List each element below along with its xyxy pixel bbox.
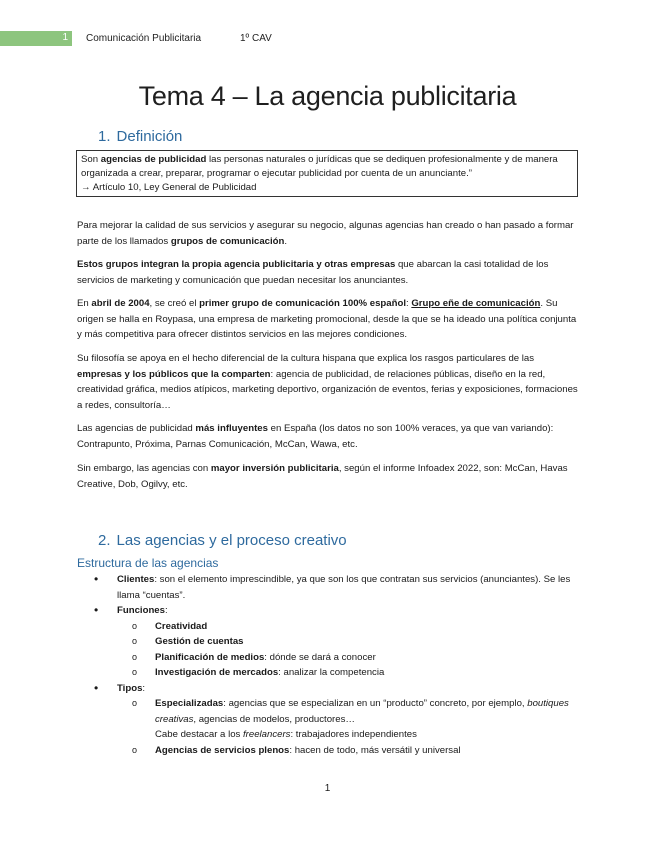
- funciones-label: Funciones: [117, 605, 165, 616]
- bold-text: abril de 2004: [91, 298, 150, 309]
- grupo-ene-underlined: Grupo eñe de comunicación: [411, 298, 541, 309]
- bold-text: primer grupo de comunicación 100% español: [199, 298, 406, 309]
- list-item: [117, 650, 577, 666]
- section-2-heading: [98, 532, 347, 549]
- header-subject: Comunicación Publicitaria: [86, 33, 202, 44]
- text: :: [142, 682, 146, 694]
- paragraph-inversion: [77, 461, 579, 492]
- clientes-label: Clientes: [117, 574, 155, 585]
- especializadas-label: Especializadas: [155, 698, 224, 709]
- bold-text: empresas y los públicos que la comparten: [77, 368, 271, 380]
- text: Para mejorar la calidad de sus servicios y asegurar su negocio, algunas agencias han creado o han pasado a formar parte de los llamados: [77, 220, 574, 247]
- list-item-clientes: [77, 572, 577, 603]
- clientes-text: : son el elemento imprescindible, ya que son los que contratan sus servicios (anunciantes). Se les llama “cuentas”.: [117, 574, 571, 601]
- funciones-sublist: [117, 619, 577, 681]
- text: en España (los datos no son 100% veraces, ya que van variando): Contrapunto, Próxima, Parnas Comunicación, McCan, Wawa, etc.: [77, 423, 554, 450]
- italic-text: creativas: [155, 713, 194, 725]
- text: , según el informe Infoadex 2022, son: McCan, Havas Creative, Dob, Ogilvy, etc.: [77, 463, 568, 490]
- page-number-badge: [0, 31, 72, 46]
- bold-text: más influyentes: [195, 423, 268, 434]
- list-item: [117, 665, 577, 681]
- text: :: [164, 605, 168, 616]
- funcion-text: : dónde se dará a conocer: [264, 651, 376, 663]
- text: Las agencias de publicidad: [77, 423, 196, 434]
- paragraph-influyentes: [77, 421, 579, 452]
- bold-text: grupos de comunicación: [170, 235, 285, 247]
- paragraph-groups-intro: [77, 218, 579, 249]
- section-2-number: 2.: [98, 532, 111, 549]
- text: que abarcan la casi totalidad de los servicios de marketing y comunicación que puedan necesitar los anunciantes.: [77, 259, 549, 286]
- list-item-funciones: [77, 603, 577, 681]
- subheading-estructura: Estructura de las agencias: [77, 556, 219, 570]
- text: Cabe destacar a los: [155, 729, 243, 740]
- text: Su filosofía se apoya en el hecho diferencial de la cultura hispana que explica los rasgos particulares de las: [77, 353, 535, 364]
- section-1-title: Definición: [116, 128, 183, 145]
- header-page-number: 1: [62, 32, 68, 43]
- list-item-tipos: [77, 681, 577, 759]
- text: : agencia de publicidad, de relaciones públicas, diseño en la red, creatividad gráfica, medios atípicos, marketing deportivo, organización de eventos, ferias y exposiciones, formaciones a redes, consultoría…: [77, 368, 578, 411]
- tipos-sublist: [117, 696, 577, 758]
- list-item-especializadas: [117, 696, 577, 743]
- list-item: [117, 619, 577, 635]
- header-course: 1º CAV: [240, 33, 272, 44]
- section-1-heading: [98, 128, 182, 145]
- bold-text: Estos grupos integran la propia agencia publicitaria y otras empresas: [77, 259, 396, 270]
- text: En: [77, 298, 92, 309]
- bold-text: mayor inversión publicitaria: [210, 463, 339, 474]
- definition-term: agencias de publicidad: [100, 154, 207, 165]
- list-item-plenos: [117, 743, 577, 759]
- text: , agencias de modelos, productores…: [193, 713, 355, 725]
- definition-box: [76, 150, 578, 197]
- paragraph-filosofia: [77, 351, 579, 413]
- text: : agencias que se especializan en un “producto” concreto, por ejemplo,: [223, 698, 528, 709]
- text: Sin embargo, las agencias con: [77, 463, 211, 474]
- page-header: [0, 31, 655, 47]
- funcion-label: Creatividad: [155, 620, 208, 632]
- text: .: [284, 235, 288, 247]
- funcion-label: Investigación de mercados: [155, 667, 279, 678]
- text: , se creó el: [149, 298, 200, 309]
- section-1-number: 1.: [98, 128, 111, 145]
- list-item: [117, 634, 577, 650]
- text: . Su origen se halla en Roypasa, una empresa de marketing promocional, desde la que se ha ideado una política conjunta y más competitiva para ofrecer distintos servicios en las mejores condiciones.: [77, 298, 577, 340]
- funcion-label: Planificación de medios: [155, 651, 265, 663]
- funcion-label: Gestión de cuentas: [155, 636, 244, 647]
- text: :: [406, 298, 412, 309]
- plenos-text: : hacen de todo, más versátil y universal: [289, 744, 461, 756]
- tipos-label: Tipos: [117, 682, 143, 694]
- section-2-title: Las agencias y el proceso creativo: [116, 532, 347, 549]
- document-title: Tema 4 – La agencia publicitaria: [138, 81, 517, 111]
- paragraph-grupo-ene: [77, 296, 579, 343]
- paragraph-groups-integrate: [77, 257, 579, 288]
- text: : trabajadores independientes: [290, 729, 417, 740]
- funcion-text: : analizar la competencia: [278, 667, 385, 678]
- structure-list: [77, 572, 577, 758]
- italic-text: freelancers: [243, 729, 291, 740]
- definition-text-cont: las personas naturales o jurídicas que se dediquen profesionalmente y de manera organizada a crear, preparar, programar o ejecutar publicidad por cuenta de un anunciante.”: [81, 154, 558, 179]
- italic-text: boutiques: [527, 698, 569, 709]
- plenos-label: Agencias de servicios plenos: [155, 744, 290, 756]
- definition-text: Son: [81, 154, 101, 165]
- footer-page-number: 1: [324, 783, 331, 794]
- definition-reference: → Artículo 10, Ley General de Publicidad: [81, 182, 257, 193]
